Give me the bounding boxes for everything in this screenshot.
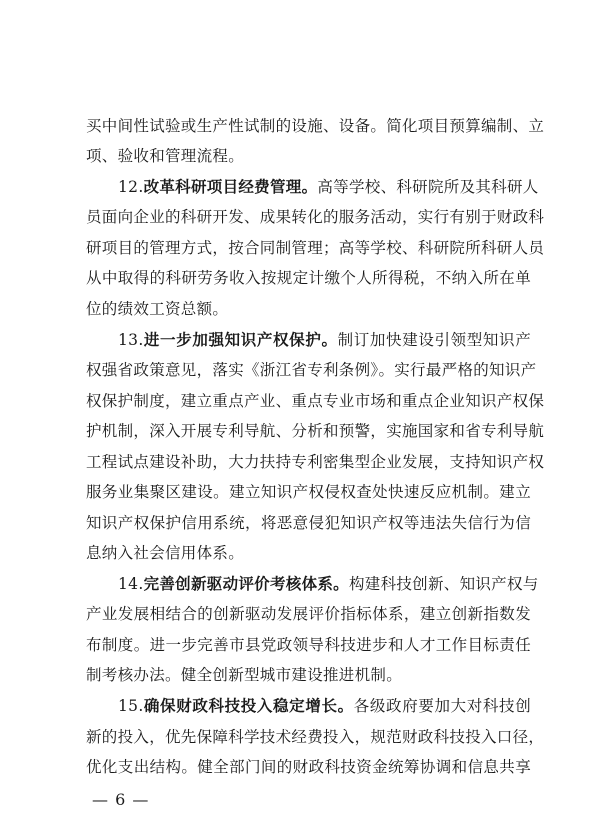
- section-heading: 改革科研项目经费管理。: [143, 178, 318, 196]
- text-line: 从中取得的科研劳务收入按规定计缴个人所得税，不纳入所在单: [86, 269, 531, 287]
- text-line: 研项目的管理方式，按合同制管理；高等学校、科研院所科研人员: [86, 239, 545, 257]
- text-line: 权强省政策意见，落实《浙江省专利条例》。实行最严格的知识产: [86, 361, 537, 379]
- section-heading: 进一步加强知识产权保护。: [143, 331, 338, 349]
- text-line: 知识产权保护信用系统，将恶意侵犯知识产权等违法失信行为信: [86, 514, 531, 532]
- section-number: 12.: [118, 178, 144, 196]
- section-number: 15.: [118, 697, 144, 715]
- section-12-first-line: [118, 177, 539, 197]
- section-heading: 完善创新驱动评价考核体系。: [143, 575, 349, 593]
- text-line: 工程试点建设补助，大力扶持专利密集型企业发展，支持知识产权: [86, 453, 545, 471]
- text-line: 优化支出结构。健全部门间的财政科技资金统筹协调和信息共享: [86, 758, 531, 776]
- section-heading: 确保财政科技投入稳定增长。: [143, 697, 354, 715]
- page-number: — 6 —: [92, 790, 150, 809]
- text-line: 制考核办法。健全创新型城市建设推进机制。: [86, 666, 403, 684]
- text-line: 员面向企业的科研开发、成果转化的服务活动，实行有别于财政科: [86, 208, 545, 226]
- text-line: 项、验收和管理流程。: [86, 147, 245, 165]
- section-number: 13.: [118, 331, 144, 349]
- text-span: 构建科技创新、知识产权与: [348, 575, 539, 593]
- section-number: 14.: [118, 575, 144, 593]
- section-15-first-line: [118, 696, 531, 716]
- text-span: 各级政府要加大对科技创: [353, 697, 531, 715]
- text-line: 位的绩效工资总额。: [86, 300, 229, 318]
- text-line: 买中间性试验或生产性试制的设施、设备。简化项目预算编制、立: [86, 117, 545, 135]
- section-14-first-line: [118, 574, 539, 594]
- text-line: 产业发展相结合的创新驱动发展评价指标体系，建立创新指数发: [86, 605, 531, 623]
- text-span: 制订加快建设引领型知识产: [337, 331, 531, 349]
- text-line: 权保护制度，建立重点产业、重点专业市场和重点企业知识产权保: [86, 392, 545, 410]
- text-span: 高等学校、科研院所及其科研人: [317, 178, 539, 196]
- text-line: 服务业集聚区建设。建立知识产权侵权查处快速反应机制。建立: [86, 483, 531, 501]
- text-line: 护机制，深入开展专利导航、分析和预警，实施国家和省专利导航: [86, 422, 545, 440]
- text-line: 息纳入社会信用体系。: [86, 544, 245, 562]
- section-13-first-line: [118, 330, 531, 350]
- text-line: 布制度。进一步完善市县党政领导科技进步和人才工作目标责任: [86, 636, 531, 654]
- text-line: 新的投入，优先保障科学技术经费投入，规范财政科技投入口径，: [86, 728, 545, 746]
